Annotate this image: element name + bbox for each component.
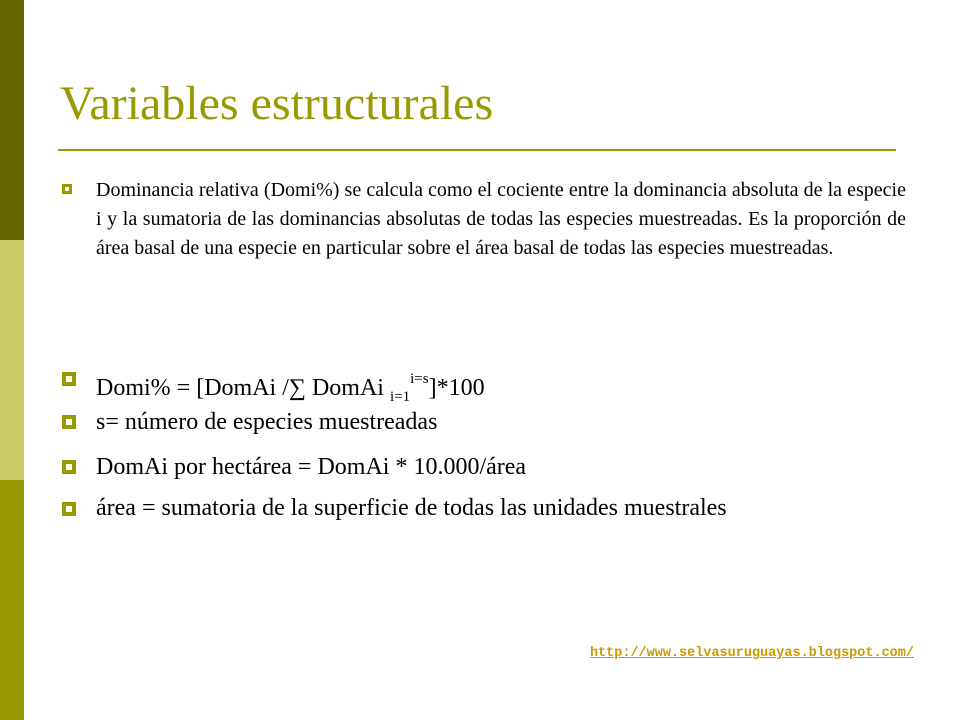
sidebar-band-middle bbox=[0, 240, 24, 480]
square-bullet-icon bbox=[62, 415, 76, 429]
title-divider bbox=[58, 149, 896, 151]
sidebar-band-top bbox=[0, 0, 24, 240]
formula-superscript: i=s bbox=[410, 371, 429, 387]
source-link[interactable]: http://www.selvasuruguayas.blogspot.com/ bbox=[589, 646, 914, 661]
square-bullet-icon bbox=[62, 372, 76, 386]
bullet-text-domai-hectarea: DomAi por hectárea = DomAi * 10.000/área bbox=[96, 454, 527, 480]
bullet-text-dominancia: Dominancia relativa (Domi%) se calcula como el cociente entre la dominancia absoluta de la especie i y la sumatoria de las dominancias absolutas de todas las especies muestreadas. Es la proporción de área basal de una especie en particular sobre el área basal de todas las especies muestreadas. bbox=[96, 179, 906, 259]
formula-subscript: i=1 bbox=[389, 389, 411, 405]
bullet-text-s: s= número de especies muestreadas bbox=[96, 409, 438, 435]
bullet-text-area: área = sumatoria de la superficie de todas las unidades muestrales bbox=[96, 495, 727, 521]
formula-lead: Domi% = [DomAi /∑ DomAi bbox=[96, 375, 390, 401]
slide-title: Variables estructurales bbox=[60, 77, 494, 130]
sidebar-band-bottom bbox=[0, 480, 24, 720]
formula-tail: ]*100 bbox=[428, 375, 485, 401]
square-bullet-icon bbox=[62, 460, 76, 474]
square-bullet-icon bbox=[62, 184, 72, 194]
square-bullet-icon bbox=[62, 502, 76, 516]
